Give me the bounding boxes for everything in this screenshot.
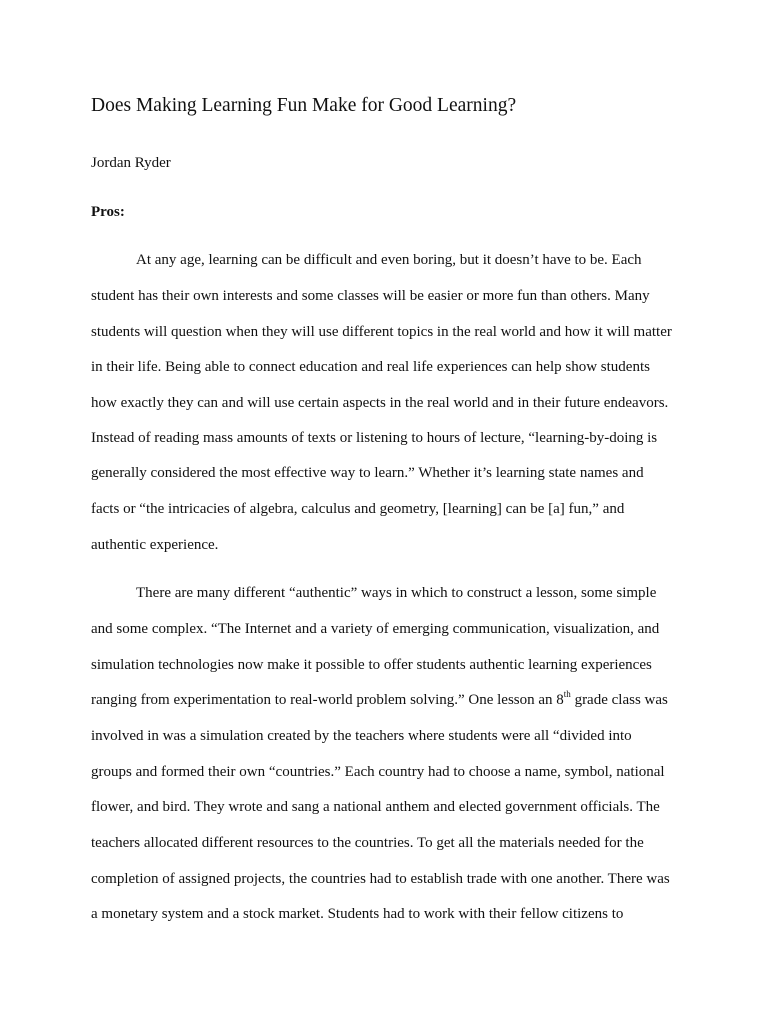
paragraph-line: students will question when they will use different topics in the real world and how it will matter <box>91 324 672 340</box>
paragraph-line-with-superscript <box>91 690 668 710</box>
paragraph-line: groups and formed their own “countries.” Each country had to choose a name, symbol, national <box>91 764 665 780</box>
paragraph-line: simulation technologies now make it possible to offer students authentic learning experiences <box>91 657 652 673</box>
section-heading: Pros: <box>91 204 125 220</box>
paragraph-line: Instead of reading mass amounts of texts or listening to hours of lecture, “learning-by-doing is <box>91 430 658 446</box>
paragraph-line: how exactly they can and will use certain aspects in the real world and in their future endeavors. <box>91 395 669 411</box>
ordinal-superscript: th <box>563 689 571 699</box>
paragraph-line: facts or “the intricacies of algebra, calculus and geometry, [learning] can be [a] fun,” and <box>91 501 625 517</box>
paragraph-line: flower, and bird. They wrote and sang a national anthem and elected government officials. The <box>91 799 660 815</box>
paragraph-line: student has their own interests and some classes will be easier or more fun than others. Many <box>91 288 650 304</box>
paragraph-line: generally considered the most effective way to learn.” Whether it’s learning state names and <box>91 465 644 481</box>
paragraph-line: completion of assigned projects, the countries had to establish trade with one another. There was <box>91 871 670 887</box>
line-text-before: ranging from experimentation to real-world problem solving.” One lesson an 8 <box>91 692 564 708</box>
paragraph-line: authentic experience. <box>91 537 219 553</box>
paragraph-line: At any age, learning can be difficult and even boring, but it doesn’t have to be. Each <box>136 252 642 268</box>
paragraph-line: in their life. Being able to connect education and real life experiences can help show students <box>91 359 650 375</box>
paragraph-line: and some complex. “The Internet and a variety of emerging communication, visualization, and <box>91 621 660 637</box>
paragraph-line: a monetary system and a stock market. Students had to work with their fellow citizens to <box>91 906 624 922</box>
author-name: Jordan Ryder <box>91 155 171 171</box>
paragraph-line: There are many different “authentic” ways in which to construct a lesson, some simple <box>136 585 657 601</box>
document-title: Does Making Learning Fun Make for Good Learning? <box>91 95 517 116</box>
paragraph-line: teachers allocated different resources to the countries. To get all the materials needed for the <box>91 835 644 851</box>
line-text-after: grade class was <box>570 692 668 708</box>
paragraph-line: involved in was a simulation created by the teachers where students were all “divided into <box>91 728 632 744</box>
